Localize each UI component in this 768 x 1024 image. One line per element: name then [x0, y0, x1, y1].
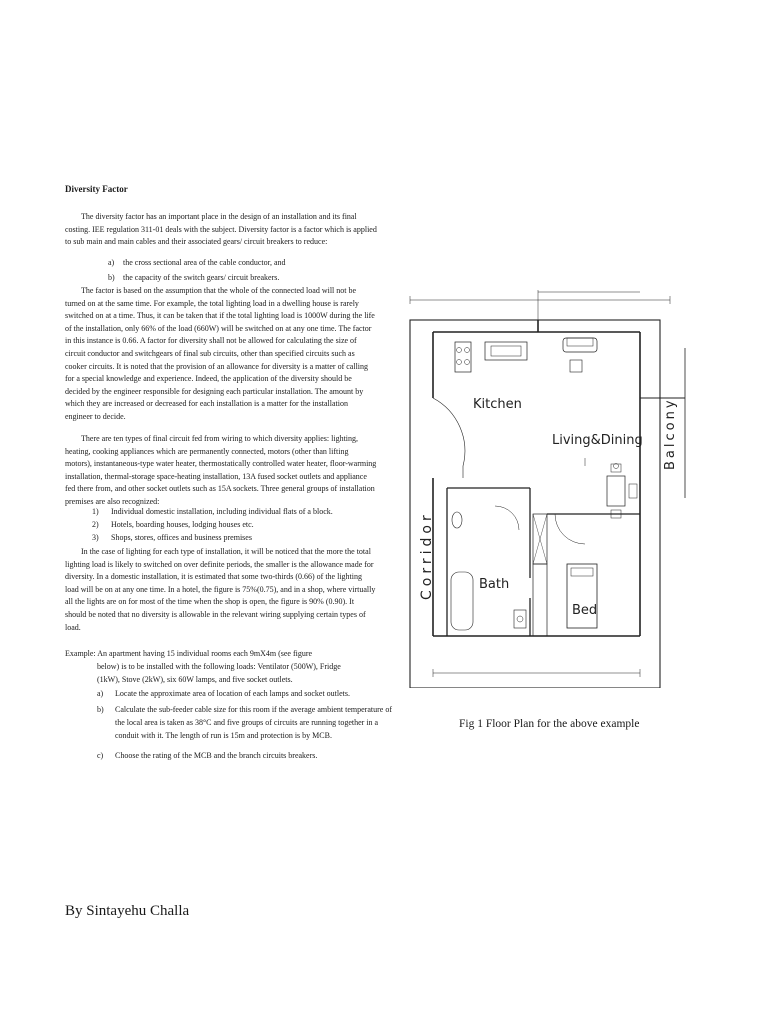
- floor-plan-figure: [395, 288, 695, 688]
- example-item-b-line-1: Calculate the sub-feeder cable size for this room if the average ambient temperature of: [115, 705, 392, 714]
- list-marker-b: b): [108, 273, 115, 282]
- example-marker-c: c): [97, 751, 104, 760]
- paragraph-4: In the case of lighting for each type of installation, it will be noticed that the more the total lighting load is likely to switched on over definite periods, the smaller is the allowance made for diversity. In a domestic installation, it is estimated that some two-thirds (0.66) of the lighting load will be on at any one time. In a hotel, the figure is 75%(0.75), and in a shop, where virtually all the lights are on for most of the time when the shop is open, the figure is 90% (0.90). It should be noted that no diversity is allowable in the relevant wiring supplying certain types of load.: [65, 547, 376, 632]
- list-marker-3: 3): [92, 533, 99, 542]
- example-marker-a: a): [97, 689, 104, 698]
- paragraph-3: There are ten types of final circuit fed from wiring to which diversity applies: lighting, heating, cooking appliances which are permanently connected, motors (other than lifting motors), instantaneous-type water heater, thermostatically controlled water heater, floor-warming installation, thermal-storage space-heating installation, 13A fused socket outlets and appliance fed there from, and other socket outlets such as 15A sockets. Three general groups of installation premises are also recognized:: [65, 434, 377, 506]
- list-item-1: Individual domestic installation, including individual flats of a block.: [111, 507, 333, 516]
- room-label-bed: Bed: [572, 603, 598, 618]
- paragraph-1: The diversity factor has an important place in the design of an installation and its final costing. IEE regulation 311-01 deals with the subject. Diversity factor is a factor which is applied to sub main and main cables and their associated gears/ circuit breakers to reduce:: [65, 212, 377, 247]
- figure-caption: Fig 1 Floor Plan for the above example: [459, 718, 640, 730]
- list-item-3: Shops, stores, offices and business premises: [111, 533, 252, 542]
- list-item-a: the cross sectional area of the cable conductor, and: [123, 258, 286, 267]
- example-item-b-line-3: conduit with it. The length of run is 15m and protection is by MCB.: [115, 731, 332, 740]
- room-label-living: Living&Dining: [552, 433, 643, 448]
- example-marker-b: b): [97, 705, 104, 714]
- example-line-2: below) is to be installed with the following loads: Ventilator (500W), Fridge: [97, 662, 341, 671]
- list-marker-1: 1): [92, 507, 99, 516]
- list-item-2: Hotels, boarding houses, lodging houses etc.: [111, 520, 254, 529]
- list-marker-a: a): [108, 258, 115, 267]
- section-heading: Diversity Factor: [65, 184, 128, 194]
- room-label-corridor: Corridor: [419, 511, 435, 600]
- list-marker-2: 2): [92, 520, 99, 529]
- example-item-a: Locate the approximate area of location of each lamps and socket outlets.: [115, 689, 351, 698]
- example-item-b-line-2: the local area is taken as 38°C and five groups of circuits are running together in a: [115, 718, 379, 727]
- example-line-1: Example: An apartment having 15 individual rooms each 9mX4m (see figure: [65, 649, 313, 658]
- paragraph-2: The factor is based on the assumption that the whole of the connected load will not be turned on at the same time. For example, the total lighting load in a dwelling house is rarely switched on at a time. Thus, it can be taken that if the total lighting load is 1000W during the life of the installation, only 66% of the load (660W) will be switched on at any one time. The factor in this instance is 0.66. A factor for diversity shall not be allowed for calculating the size of circuit conductor and switchgears of final sub circuits, other than specified circuits such as cooker circuits. It is noted that the provision of an allowance for diversity is a matter of calling for a special knowledge and experience. Indeed, the application of the diversity should be decided by the engineer responsible for designing each particular installation. The amount by which they are increased or decreased for each installation is a matter for the installation engineer to decide.: [65, 286, 375, 421]
- list-item-b: the capacity of the switch gears/ circuit breakers.: [123, 273, 280, 282]
- example-line-3: (1kW), Stove (2kW), six 60W lamps, and five socket outlets.: [97, 675, 293, 684]
- room-label-bath: Bath: [479, 577, 510, 592]
- example-item-c: Choose the rating of the MCB and the branch circuits breakers.: [115, 751, 318, 760]
- room-label-kitchen: Kitchen: [473, 397, 522, 412]
- author-signature: By Sintayehu Challa: [65, 903, 190, 919]
- room-label-balcony: Balcony: [663, 397, 678, 470]
